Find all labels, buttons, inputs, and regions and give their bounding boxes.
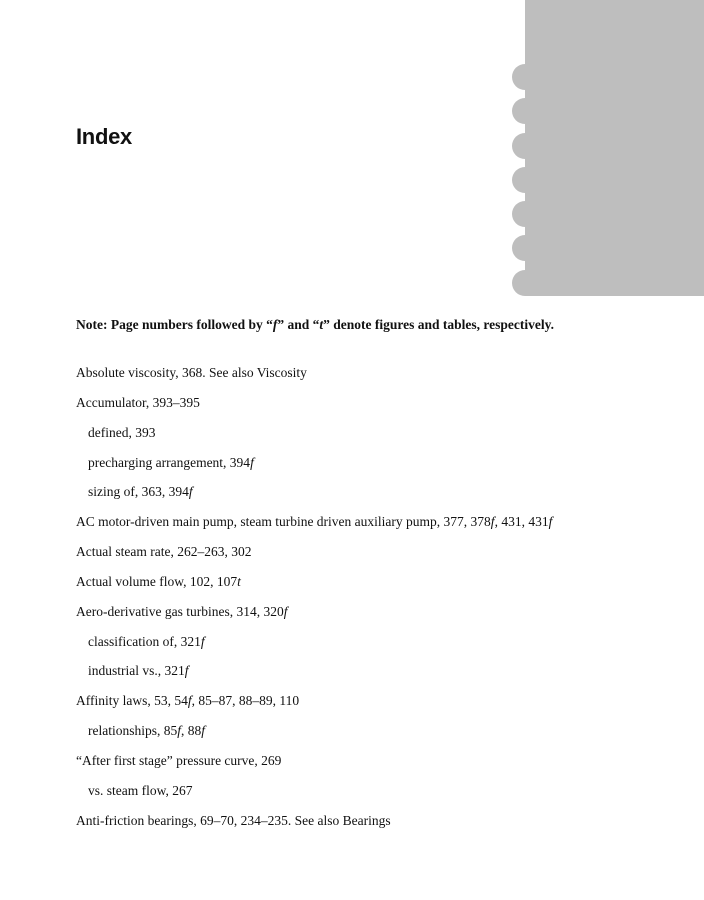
entry-text: , 85–87, 88–89, 110 (191, 693, 300, 709)
tab-dot-2 (512, 98, 538, 124)
entry-text: precharging arrangement, 394 (88, 454, 251, 470)
note-f-letter: f (272, 317, 278, 332)
entry-text: sizing of, 363, 394 (88, 484, 189, 500)
entry-figure-table-marker: f (201, 723, 206, 739)
note-suffix: ” denote figures and tables, respectively. (323, 317, 555, 332)
index-subentry (76, 481, 552, 511)
tab-dot-3 (512, 133, 538, 159)
entry-text: Absolute viscosity, 368. See also Viscosity (76, 365, 307, 380)
tab-dot-4 (512, 167, 538, 193)
index-entry (76, 810, 552, 840)
tab-dot-1 (512, 64, 538, 90)
entry-figure-table-marker: f (188, 484, 193, 500)
note-t-letter: t (319, 317, 324, 332)
index-entry (76, 750, 552, 780)
index-entries (76, 362, 552, 840)
entry-text: Affinity laws, 53, 54 (76, 693, 188, 709)
note-middle: ” and “ (277, 317, 320, 332)
entry-text: Actual volume flow, 102, 107 (76, 573, 238, 589)
tab-dot-6 (512, 235, 538, 261)
index-tab-panel (525, 0, 704, 296)
index-subentry (76, 631, 552, 661)
entry-text: Accumulator, 393–395 (76, 394, 200, 410)
entry-text: “After first stage” pressure curve, 269 (76, 752, 282, 768)
index-entry (76, 541, 552, 571)
entry-figure-table-marker: f (184, 663, 189, 679)
index-subentry (76, 720, 552, 750)
entry-figure-table-marker: f (490, 514, 495, 530)
note-prefix: Note: Page numbers followed by “ (76, 317, 273, 332)
entry-text: defined, 393 (88, 424, 156, 440)
index-entry (76, 511, 552, 541)
index-entry (76, 571, 552, 601)
entry-figure-table-marker: t (237, 573, 241, 589)
entry-text: , 88 (181, 723, 202, 739)
index-entry (76, 601, 552, 631)
page-title: Index (76, 124, 132, 149)
entry-text: classification of, 321 (88, 633, 201, 649)
index-note (76, 317, 554, 333)
entry-text: AC motor-driven main pump, steam turbine driven auxiliary pump, 377, 378 (76, 514, 491, 530)
entry-text: , 431, 431 (494, 514, 549, 530)
index-subentry (76, 422, 552, 452)
index-subentry (76, 660, 552, 690)
tab-dot-7 (512, 270, 538, 296)
index-entry (76, 690, 552, 720)
entry-text: Actual steam rate, 262–263, 302 (76, 544, 252, 560)
entry-text: Aero-derivative gas turbines, 314, 320 (76, 603, 284, 619)
entry-text: industrial vs., 321 (88, 663, 185, 679)
entry-figure-table-marker: f (187, 693, 192, 709)
entry-figure-table-marker: f (283, 603, 288, 619)
entry-figure-table-marker: f (177, 723, 182, 739)
index-subentry (76, 780, 552, 810)
entry-text: Anti-friction bearings, 69–70, 234–235. See also Bearings (76, 812, 391, 828)
entry-figure-table-marker: f (548, 514, 553, 530)
index-entry (76, 392, 552, 422)
entry-figure-table-marker: f (250, 454, 254, 470)
entry-text: relationships, 85 (88, 723, 178, 739)
index-entry (76, 362, 552, 392)
index-subentry (76, 452, 552, 482)
entry-figure-table-marker: f (200, 633, 205, 649)
entry-text: vs. steam flow, 267 (88, 782, 193, 798)
tab-dot-5 (512, 201, 538, 227)
